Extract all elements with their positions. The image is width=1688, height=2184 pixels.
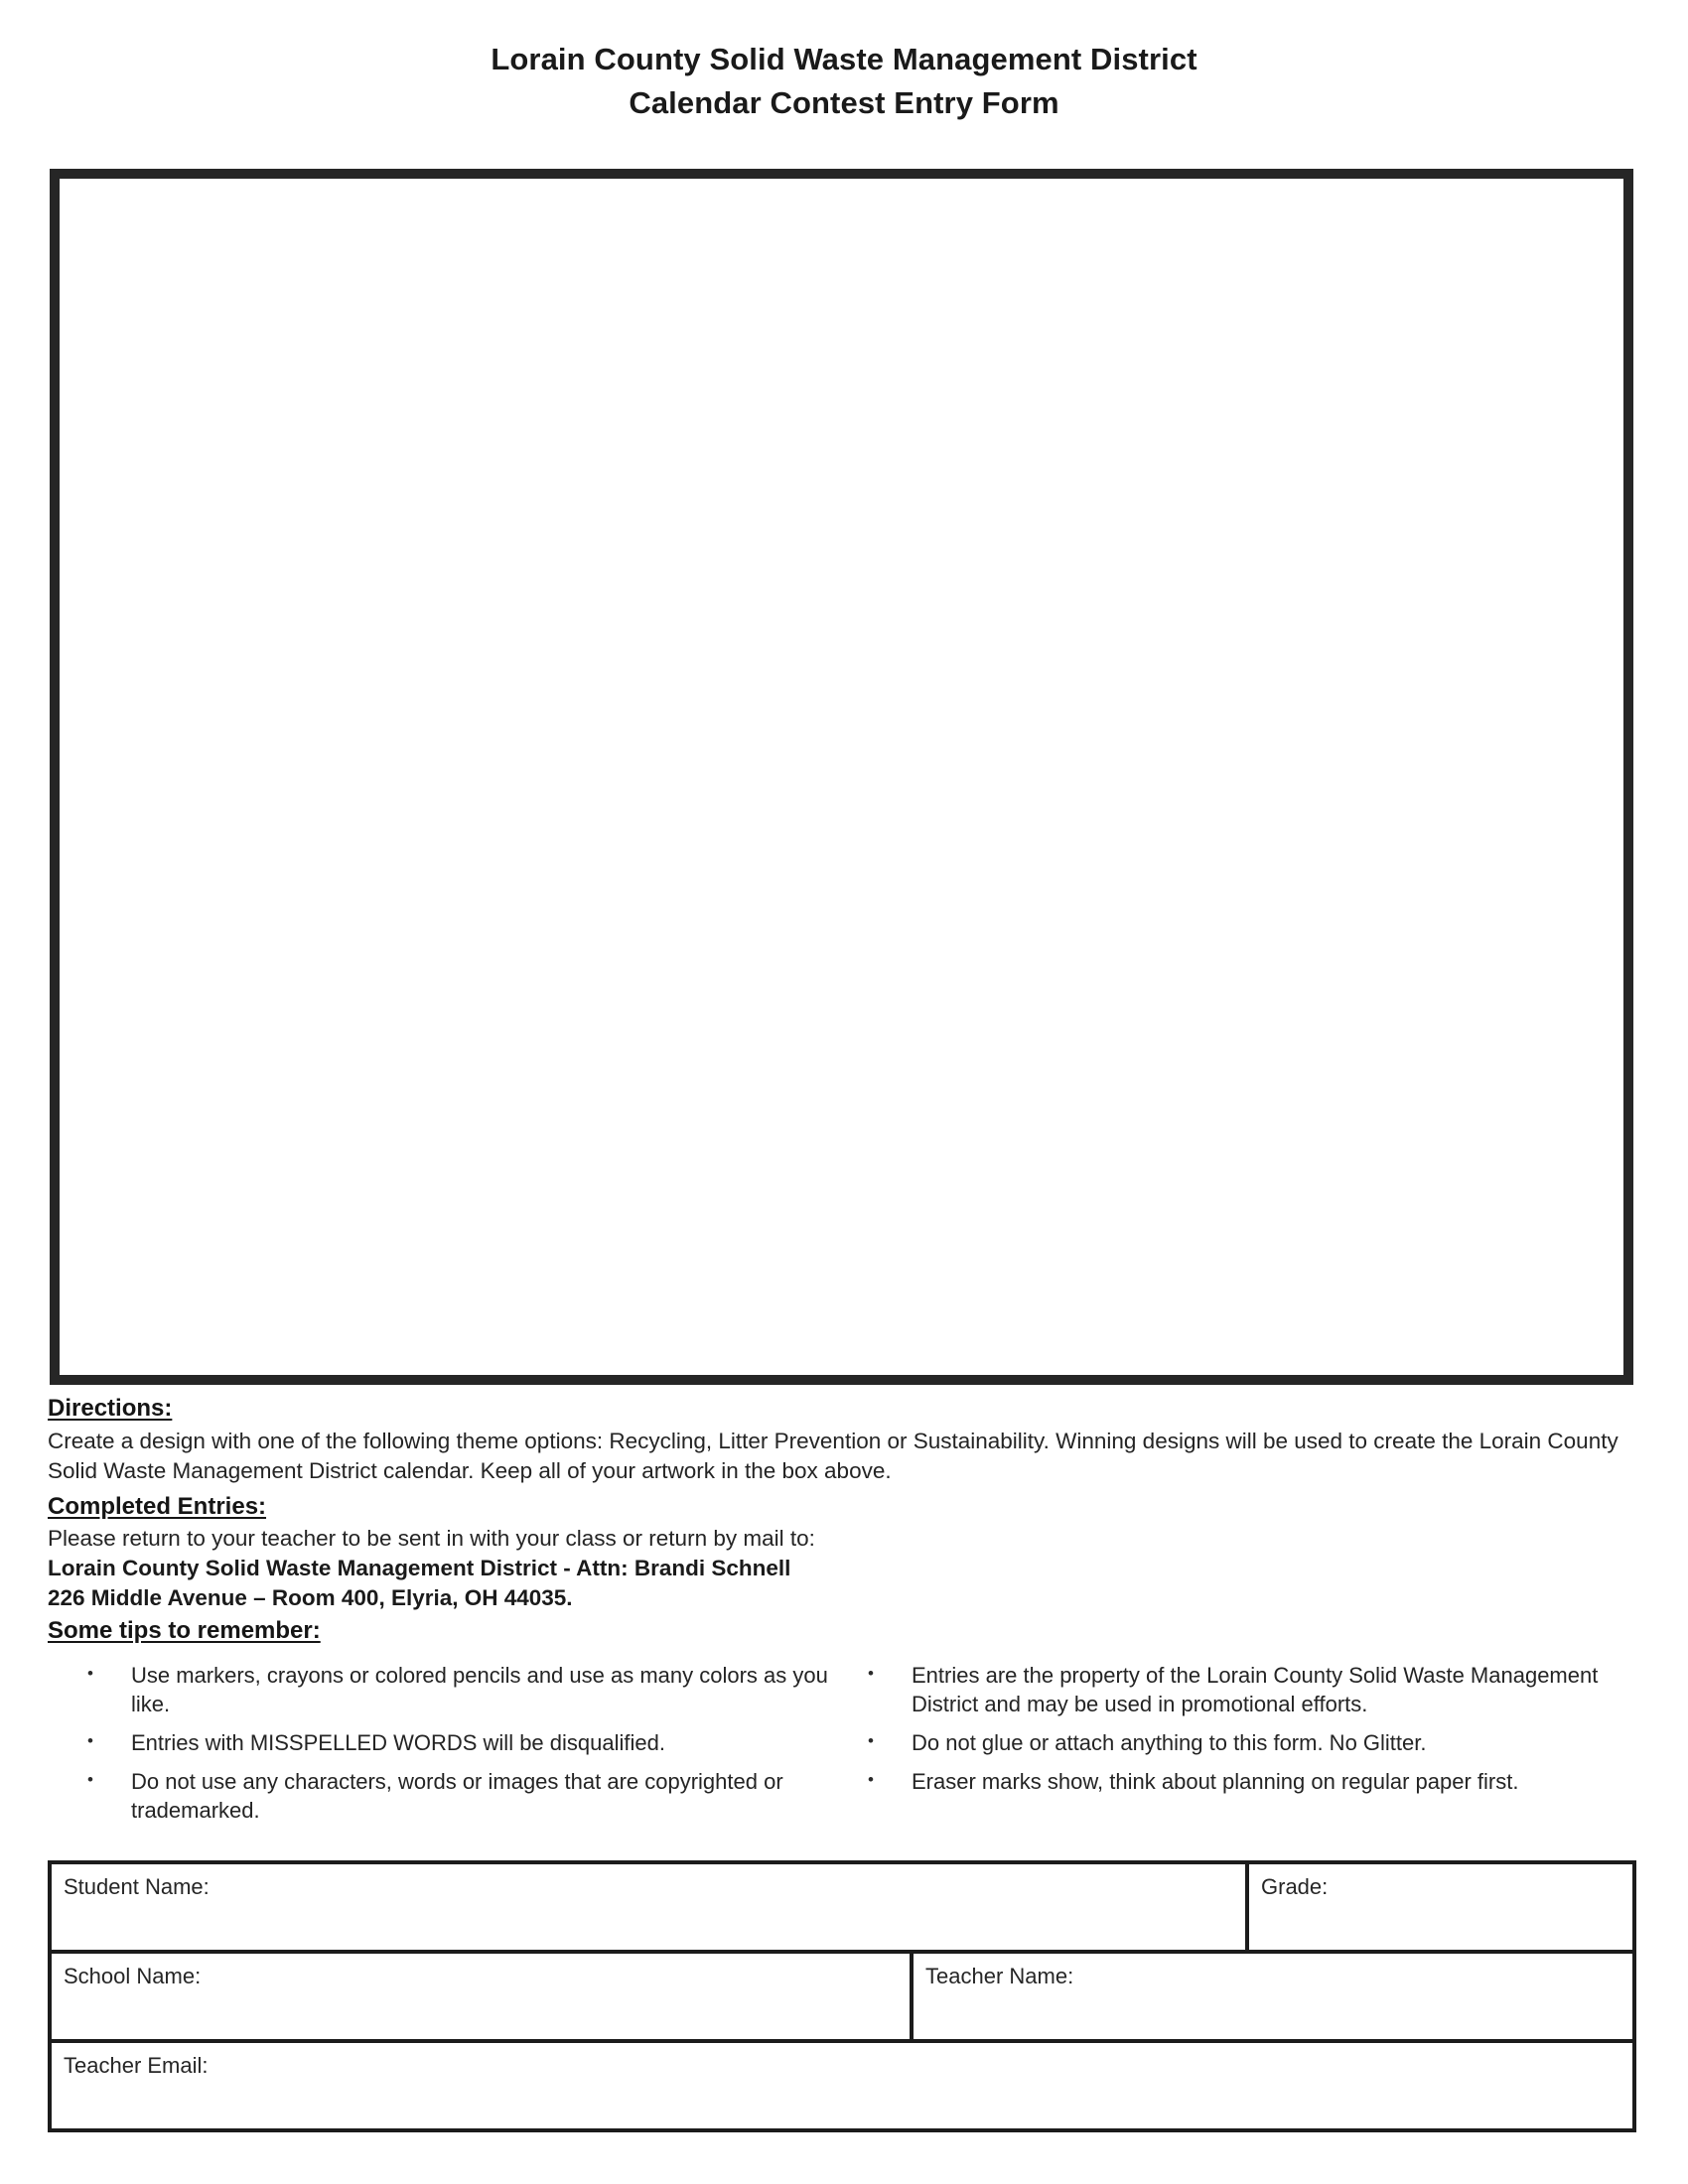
bullet-icon: • bbox=[868, 1730, 874, 1750]
artwork-drawing-box[interactable] bbox=[50, 169, 1633, 1385]
table-row bbox=[52, 1954, 1632, 2043]
school-name-label: School Name: bbox=[64, 1964, 202, 1988]
list-item bbox=[868, 1661, 1607, 1718]
completed-entries-instruction: Please return to your teacher to be sent in with your class or return by mail to: bbox=[48, 1526, 815, 1552]
tips-column-right bbox=[832, 1661, 1607, 1835]
grade-field[interactable] bbox=[1249, 1864, 1632, 1950]
teacher-email-field[interactable] bbox=[52, 2043, 1632, 2128]
directions-heading: Directions: bbox=[48, 1395, 173, 1422]
title-line-1: Lorain County Solid Waste Management District bbox=[491, 42, 1197, 76]
title-line-2: Calendar Contest Entry Form bbox=[629, 85, 1059, 121]
directions-text: Create a design with one of the following theme options: Recycling, Litter Prevention or Sustainability. Winning designs will be used to create the Lorain County Solid Waste Management District calendar. Keep all of your artwork in the box above. bbox=[48, 1428, 1618, 1483]
tips-heading: Some tips to remember: bbox=[48, 1617, 321, 1645]
tip-text: Entries with MISSPELLED WORDS will be disqualified. bbox=[131, 1729, 665, 1755]
teacher-name-field[interactable] bbox=[914, 1954, 1632, 2039]
tip-text: Do not glue or attach anything to this form. No Glitter. bbox=[912, 1729, 1427, 1755]
bullet-icon: • bbox=[868, 1663, 874, 1683]
tips-column-left bbox=[48, 1661, 832, 1835]
list-item bbox=[868, 1767, 1607, 1796]
school-name-field[interactable] bbox=[52, 1954, 914, 2039]
tip-text: Eraser marks show, think about planning on regular paper first. bbox=[912, 1768, 1519, 1794]
table-row bbox=[52, 1864, 1632, 1954]
student-name-label: Student Name: bbox=[64, 1874, 210, 1899]
grade-label: Grade: bbox=[1261, 1874, 1329, 1899]
table-row bbox=[52, 2043, 1632, 2128]
teacher-name-label: Teacher Name: bbox=[925, 1964, 1074, 1988]
completed-entries-heading: Completed Entries: bbox=[48, 1492, 267, 1520]
mailing-address-line-2: 226 Middle Avenue – Room 400, Elyria, OH 44035. bbox=[48, 1585, 573, 1611]
bullet-icon: • bbox=[87, 1663, 93, 1683]
list-item bbox=[87, 1767, 832, 1825]
list-item bbox=[87, 1728, 832, 1757]
page-title bbox=[0, 0, 1688, 125]
student-name-field[interactable] bbox=[52, 1864, 1249, 1950]
mailing-address-line-1: Lorain County Solid Waste Management District - Attn: Brandi Schnell bbox=[48, 1556, 791, 1581]
bullet-icon: • bbox=[87, 1730, 93, 1750]
instructions-area bbox=[48, 1394, 1640, 1835]
teacher-email-label: Teacher Email: bbox=[64, 2053, 209, 2078]
student-info-table bbox=[48, 1860, 1636, 2132]
list-item bbox=[87, 1661, 832, 1718]
list-item bbox=[868, 1728, 1607, 1757]
tips-columns bbox=[48, 1661, 1640, 1835]
tip-text: Use markers, crayons or colored pencils and use as many colors as you like. bbox=[131, 1662, 828, 1716]
tip-text: Do not use any characters, words or images that are copyrighted or trademarked. bbox=[131, 1768, 783, 1823]
bullet-icon: • bbox=[868, 1769, 874, 1789]
bullet-icon: • bbox=[87, 1769, 93, 1789]
tip-text: Entries are the property of the Lorain County Solid Waste Management District and may be used in promotional efforts. bbox=[912, 1662, 1599, 1716]
